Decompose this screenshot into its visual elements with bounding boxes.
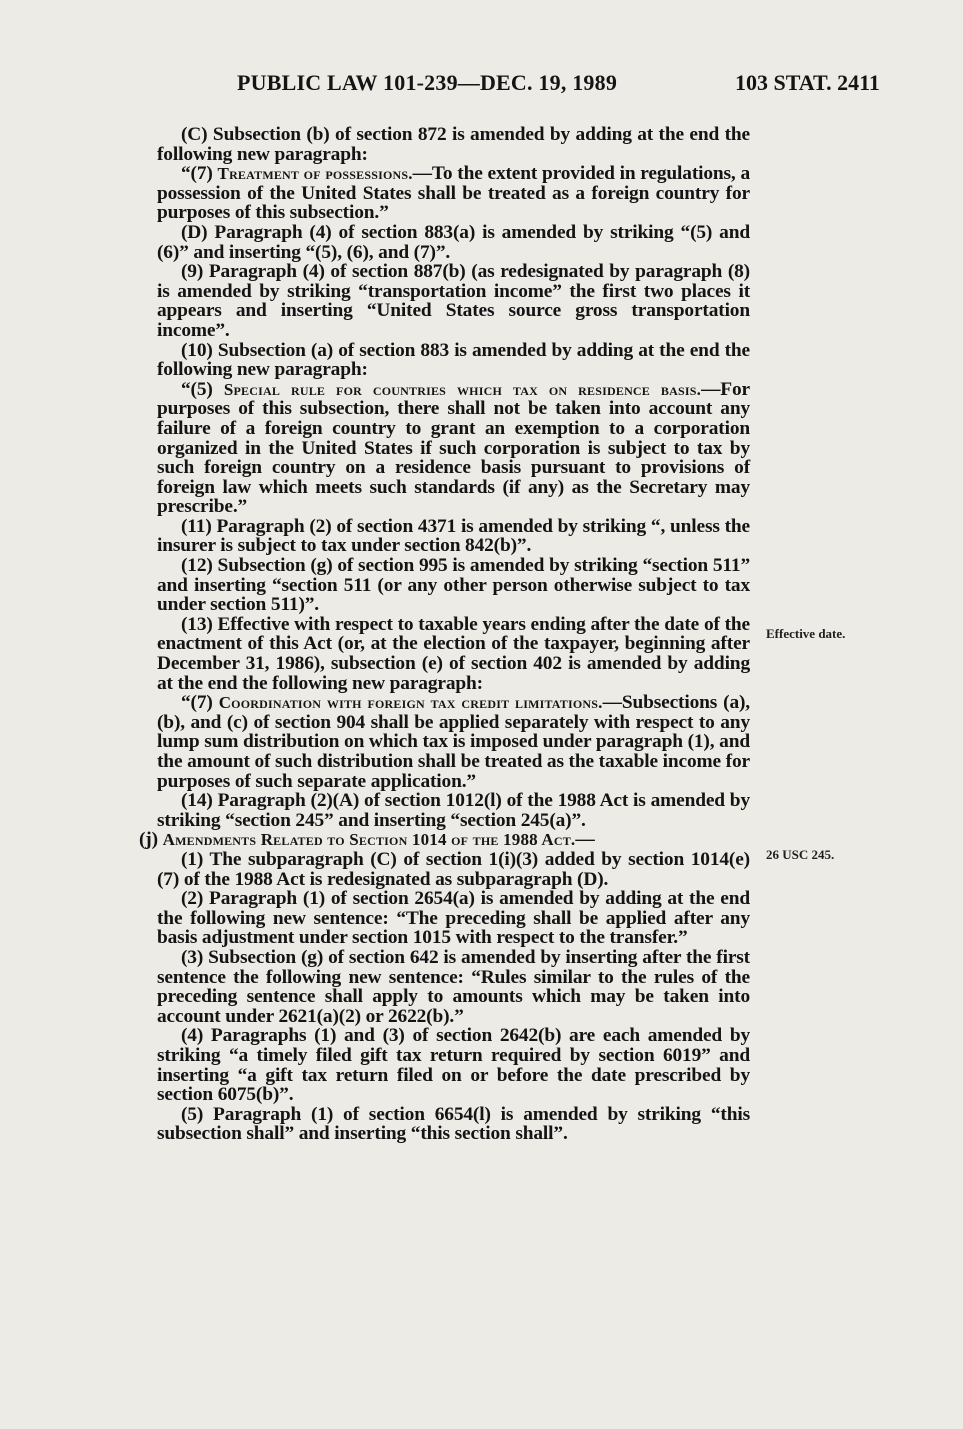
- paragraph: (13) Effective with respect to taxable years ending after the date of the enactment of this Act (or, at the election of the taxpayer, beginning after December 31, 1986), subsection (e) of section 402 is amended by adding at the end the following new paragraph:: [157, 613, 750, 694]
- paragraph: [157, 164, 750, 223]
- paragraph-text: —Subsections (a), (b), and (c) of section 904 shall be applied separately with respect to any lump sum distribution on which tax is imposed under paragraph (1), and the amount of such distribution shall be treated as the taxable income for purposes of such separate application.”: [157, 692, 750, 792]
- paragraph: (11) Paragraph (2) of section 4371 is amended by striking “, unless the insurer is subject to tax under section 842(b)”.: [157, 515, 750, 557]
- paragraph: (10) Subsection (a) of section 883 is amended by adding at the end the following new paragraph:: [157, 339, 750, 381]
- paragraph: (1) The subparagraph (C) of section 1(i)(3) added by section 1014(e)(7) of the 1988 Act is redesignated as subparagraph (D).: [157, 848, 750, 890]
- paragraph: (4) Paragraphs (1) and (3) of section 2642(b) are each amended by striking “a timely filed gift tax return required by section 6019” and inserting “a gift tax return filed on or before the date prescribed by section 6075(b)”.: [157, 1025, 750, 1106]
- quote-open: “(7): [181, 692, 219, 714]
- paragraph-heading: Treatment of possessions.: [217, 164, 413, 184]
- paragraph: (5) Paragraph (1) of section 6654(l) is amended by striking “this subsection shall” and inserting “this section shall”.: [157, 1103, 750, 1145]
- section-letter: (j): [139, 829, 163, 851]
- paragraph-text: —To the extent provided in regulations, a possession of the United States shall be treated as a foreign country for purposes of this subsection.”: [157, 163, 750, 224]
- paragraph: (C) Subsection (b) of section 872 is amended by adding at the end the following new paragraph:: [157, 124, 750, 165]
- document-body: [139, 124, 750, 1145]
- paragraph: [157, 693, 750, 791]
- paragraph: (9) Paragraph (4) of section 887(b) (as redesignated by paragraph (8) is amended by striking “transportation income” the first two places it appears and inserting “United States source gross transportation income”.: [157, 261, 750, 341]
- paragraph: (3) Subsection (g) of section 642 is amended by inserting after the first sentence the following new sentence: “Rules similar to the rules of the preceding sentence shall apply to amounts which may be taken into account under 2621(a)(2) or 2622(b).”: [157, 946, 750, 1027]
- header-stat-citation: 103 STAT. 2411: [735, 70, 880, 95]
- paragraph: (14) Paragraph (2)(A) of section 1012(l) of the 1988 Act is amended by striking “section 245” and inserting “section 245(a)”.: [157, 790, 750, 831]
- paragraph: (12) Subsection (g) of section 995 is amended by striking “section 511” and inserting “section 511 (or any other person otherwise subject to tax under section 511)”.: [157, 555, 750, 616]
- margin-note-effective-date: Effective date.: [766, 626, 846, 641]
- margin-note-usc: 26 USC 245.: [766, 847, 835, 862]
- paragraph: [157, 380, 750, 517]
- page-header: [0, 70, 963, 100]
- header-title: PUBLIC LAW 101-239—DEC. 19, 1989: [237, 70, 618, 95]
- section-dash: —: [575, 829, 595, 851]
- paragraph: (2) Paragraph (1) of section 2654(a) is amended by adding at the end the following new sentence: “The preceding shall be applied after any basis adjustment under section 1015 with respect to the transfer.”: [157, 888, 750, 949]
- paragraph-heading: Special rule for countries which tax on residence basis.: [223, 379, 702, 399]
- quote-open: “(7): [181, 163, 218, 185]
- section-heading-paragraph: [139, 829, 750, 851]
- section-heading: Amendments Related to Section 1014 of the 1988 Act.: [162, 830, 576, 850]
- quote-open: “(5): [181, 378, 224, 400]
- paragraph: (D) Paragraph (4) of section 883(a) is amended by striking “(5) and (6)” and inserting “(5), (6), and (7)”.: [157, 221, 750, 263]
- paragraph-text: —For purposes of this subsection, there shall not be taken into account any failure of a foreign country to grant an exemption to a corporation organized in the United States if such corporation is subject to tax by such foreign country on a residence basis pursuant to provisions of foreign law which meets such standards (if any) as the Secretary may prescribe.”: [157, 378, 750, 518]
- paragraph-heading: Coordination with foreign tax credit limitations.: [218, 693, 603, 713]
